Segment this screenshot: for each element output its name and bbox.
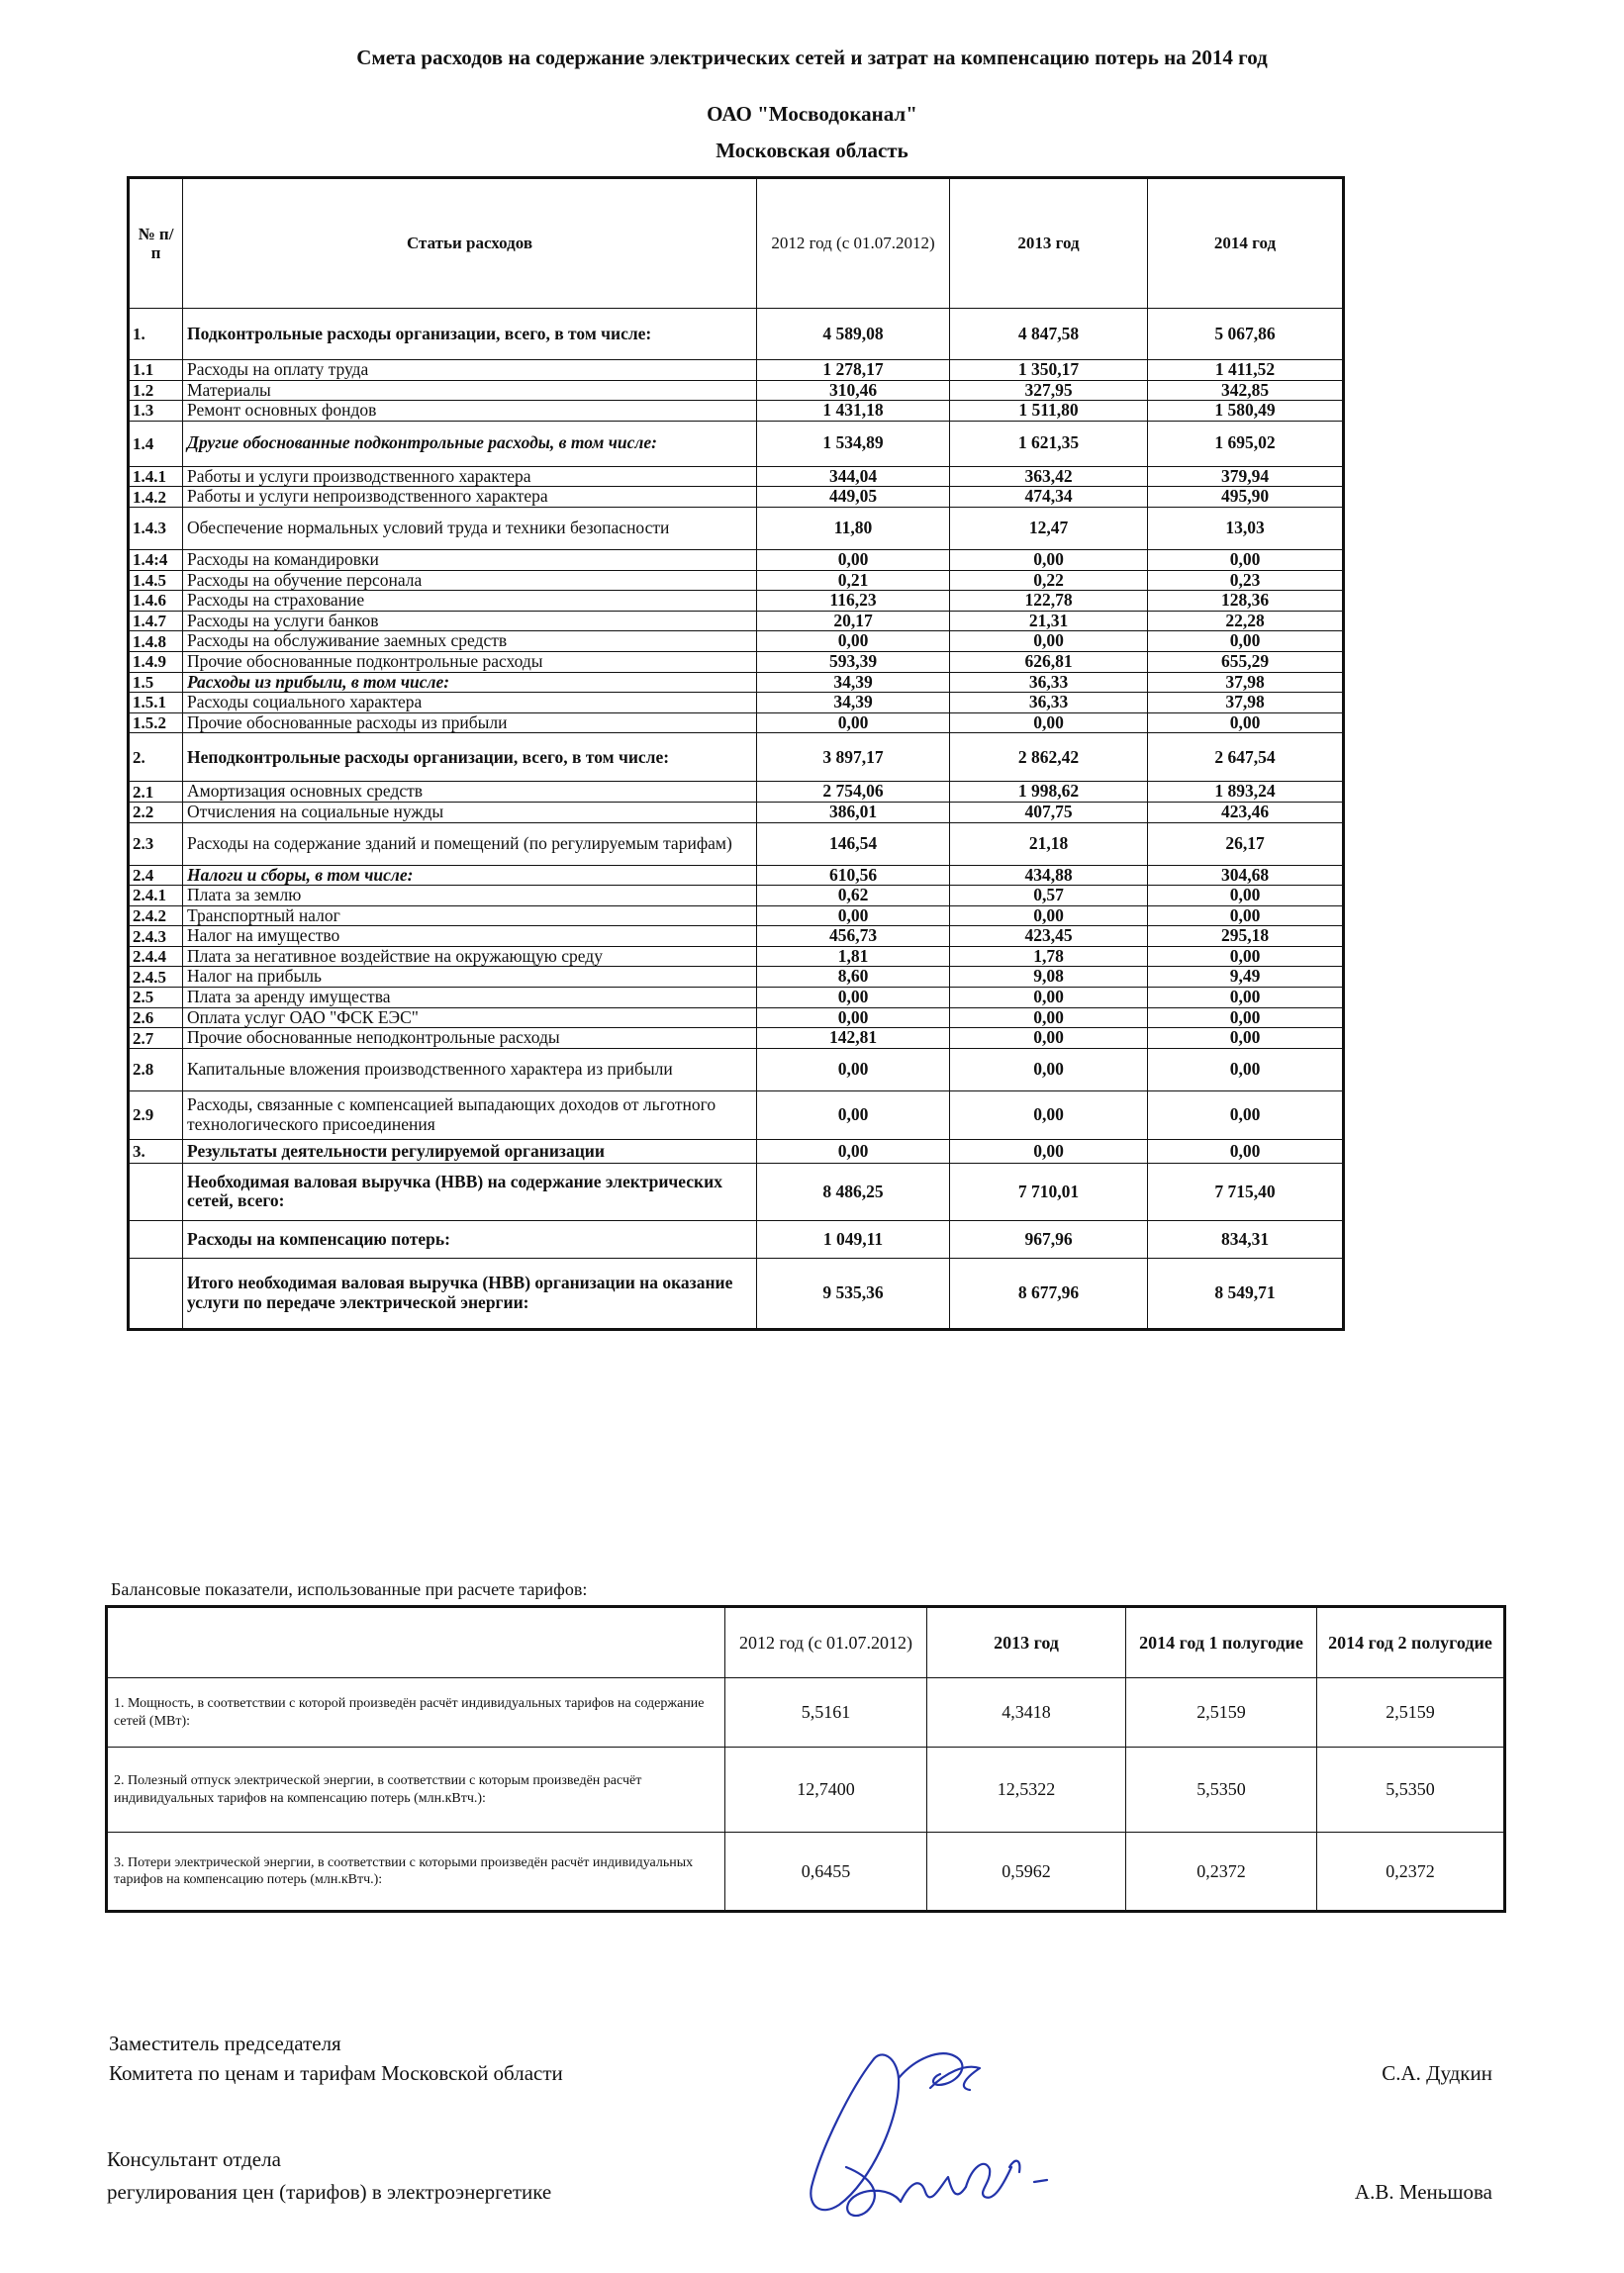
row-index: 1.5.2 xyxy=(129,712,183,733)
table-row xyxy=(129,733,1344,782)
row-value-2014: 495,90 xyxy=(1148,487,1344,508)
row-name: Прочие обоснованные подконтрольные расходы xyxy=(183,651,757,672)
row-value-2012: 0,00 xyxy=(757,549,950,570)
row-value-2012: 34,39 xyxy=(757,693,950,713)
row-value-2013: 36,33 xyxy=(950,672,1148,693)
row-value-2012: 34,39 xyxy=(757,672,950,693)
row-value-2012: 1 049,11 xyxy=(757,1220,950,1258)
row-index: 3. xyxy=(129,1139,183,1163)
row-value-2013: 967,96 xyxy=(950,1220,1148,1258)
balance-row-name: 3. Потери электрической энергии, в соответствии с которыми произведён расчёт индивидуальных тарифов на компенсацию потерь (млн.кВтч.): xyxy=(107,1833,725,1912)
row-value-2013: 327,95 xyxy=(950,380,1148,401)
table-row xyxy=(129,1220,1344,1258)
balance-header-2014-h1: 2014 год 1 полугодие xyxy=(1126,1607,1317,1678)
row-name: Расходы социального характера xyxy=(183,693,757,713)
row-index: 2.7 xyxy=(129,1028,183,1049)
row-value-2012: 0,00 xyxy=(757,631,950,652)
row-value-2013: 0,00 xyxy=(950,988,1148,1008)
row-value-2013: 1 998,62 xyxy=(950,782,1148,803)
balance-value-2014-h2: 0,2372 xyxy=(1317,1833,1505,1912)
table-row xyxy=(129,1048,1344,1090)
row-value-2012: 116,23 xyxy=(757,591,950,612)
row-value-2012: 1,81 xyxy=(757,946,950,967)
row-value-2014: 0,00 xyxy=(1148,988,1344,1008)
row-value-2014: 1 580,49 xyxy=(1148,401,1344,422)
row-value-2013: 1 511,80 xyxy=(950,401,1148,422)
row-value-2012: 593,39 xyxy=(757,651,950,672)
balance-row xyxy=(107,1833,1505,1912)
row-index: 1.2 xyxy=(129,380,183,401)
row-index: 2.2 xyxy=(129,802,183,822)
row-index: 2.1 xyxy=(129,782,183,803)
table-row xyxy=(129,611,1344,631)
row-name: Неподконтрольные расходы организации, всего, в том числе: xyxy=(183,733,757,782)
row-value-2014: 655,29 xyxy=(1148,651,1344,672)
row-name: Подконтрольные расходы организации, всего, в том числе: xyxy=(183,309,757,360)
table-row xyxy=(129,401,1344,422)
row-value-2013: 7 710,01 xyxy=(950,1163,1148,1220)
row-value-2013: 434,88 xyxy=(950,865,1148,886)
row-value-2013: 21,31 xyxy=(950,611,1148,631)
row-value-2013: 0,00 xyxy=(950,1048,1148,1090)
column-header-index: № п/п xyxy=(129,178,183,309)
row-value-2012: 610,56 xyxy=(757,865,950,886)
row-value-2013: 9,08 xyxy=(950,967,1148,988)
table-row xyxy=(129,672,1344,693)
table-row xyxy=(129,1163,1344,1220)
row-name: Плата за негативное воздействие на окружающую среду xyxy=(183,946,757,967)
row-value-2012: 11,80 xyxy=(757,507,950,549)
balance-caption: Балансовые показатели, использованные при расчете тарифов: xyxy=(111,1579,588,1599)
row-index: 1.4.7 xyxy=(129,611,183,631)
row-value-2013: 474,34 xyxy=(950,487,1148,508)
row-value-2014: 0,00 xyxy=(1148,631,1344,652)
row-index: 1.5 xyxy=(129,672,183,693)
row-value-2013: 0,00 xyxy=(950,1007,1148,1028)
balance-value-2014-h2: 5,5350 xyxy=(1317,1748,1505,1833)
row-value-2013: 0,00 xyxy=(950,1139,1148,1163)
row-index: 1.1 xyxy=(129,360,183,381)
row-value-2012: 0,00 xyxy=(757,1048,950,1090)
row-index: 2.4.5 xyxy=(129,967,183,988)
row-value-2013: 36,33 xyxy=(950,693,1148,713)
row-index: 1.4.9 xyxy=(129,651,183,672)
balance-value-2013: 12,5322 xyxy=(927,1748,1126,1833)
document-title: Смета расходов на содержание электрических сетей и затрат на компенсацию потерь на 2014 год xyxy=(356,46,1268,69)
table-row xyxy=(129,549,1344,570)
row-index: 2.9 xyxy=(129,1090,183,1139)
row-value-2013: 423,45 xyxy=(950,926,1148,947)
row-value-2012: 0,00 xyxy=(757,1007,950,1028)
row-index: 1.5.1 xyxy=(129,693,183,713)
row-value-2013: 21,18 xyxy=(950,822,1148,865)
row-value-2014: 37,98 xyxy=(1148,672,1344,693)
table-row xyxy=(129,421,1344,466)
row-value-2014: 22,28 xyxy=(1148,611,1344,631)
row-value-2014: 342,85 xyxy=(1148,380,1344,401)
table-row xyxy=(129,712,1344,733)
row-value-2012: 146,54 xyxy=(757,822,950,865)
balance-header-blank xyxy=(107,1607,725,1678)
row-value-2013: 0,57 xyxy=(950,886,1148,906)
row-value-2012: 9 535,36 xyxy=(757,1258,950,1329)
row-name: Расходы на оплату труда xyxy=(183,360,757,381)
row-value-2014: 5 067,86 xyxy=(1148,309,1344,360)
handwritten-signature-icon xyxy=(782,2019,1108,2236)
row-index: 2.4 xyxy=(129,865,183,886)
row-value-2012: 0,21 xyxy=(757,570,950,591)
row-name: Ремонт основных фондов xyxy=(183,401,757,422)
table-row xyxy=(129,507,1344,549)
row-value-2014: 0,00 xyxy=(1148,905,1344,926)
row-value-2014: 2 647,54 xyxy=(1148,733,1344,782)
row-value-2012: 8 486,25 xyxy=(757,1163,950,1220)
row-value-2012: 142,81 xyxy=(757,1028,950,1049)
row-index: 1.4 xyxy=(129,421,183,466)
balance-header-2014-h2: 2014 год 2 полугодие xyxy=(1317,1607,1505,1678)
row-name: Оплата услуг ОАО "ФСК ЕЭС" xyxy=(183,1007,757,1028)
row-value-2014: 1 411,52 xyxy=(1148,360,1344,381)
row-index: 2.3 xyxy=(129,822,183,865)
row-name: Материалы xyxy=(183,380,757,401)
row-value-2013: 0,00 xyxy=(950,631,1148,652)
row-value-2013: 0,00 xyxy=(950,905,1148,926)
column-header-2012: 2012 год (с 01.07.2012) xyxy=(757,178,950,309)
row-value-2014: 0,00 xyxy=(1148,946,1344,967)
row-index xyxy=(129,1220,183,1258)
signer1-name: С.А. Дудкин xyxy=(1382,2061,1492,2085)
table-row xyxy=(129,802,1344,822)
table-row xyxy=(129,1028,1344,1049)
row-value-2014: 0,00 xyxy=(1148,1007,1344,1028)
row-name: Плата за аренду имущества xyxy=(183,988,757,1008)
balance-row xyxy=(107,1748,1505,1833)
row-value-2012: 3 897,17 xyxy=(757,733,950,782)
column-header-2014: 2014 год xyxy=(1148,178,1344,309)
row-value-2014: 0,00 xyxy=(1148,712,1344,733)
row-value-2012: 1 278,17 xyxy=(757,360,950,381)
row-value-2012: 0,62 xyxy=(757,886,950,906)
row-name: Прочие обоснованные расходы из прибыли xyxy=(183,712,757,733)
row-value-2014: 1 695,02 xyxy=(1148,421,1344,466)
row-name: Плата за землю xyxy=(183,886,757,906)
table-row xyxy=(129,782,1344,803)
table-row xyxy=(129,570,1344,591)
row-index: 1. xyxy=(129,309,183,360)
signer1-role-line2: Комитета по ценам и тарифам Московской области xyxy=(109,2061,563,2085)
row-value-2012: 8,60 xyxy=(757,967,950,988)
table-row xyxy=(129,822,1344,865)
table-row xyxy=(129,693,1344,713)
row-index: 1.4.6 xyxy=(129,591,183,612)
row-value-2013: 1 350,17 xyxy=(950,360,1148,381)
row-index: 2.4.4 xyxy=(129,946,183,967)
row-name: Налог на имущество xyxy=(183,926,757,947)
table-row xyxy=(129,926,1344,947)
signer2-name: А.В. Меньшова xyxy=(1354,2180,1492,2204)
row-value-2012: 0,00 xyxy=(757,988,950,1008)
row-index: 1.4.2 xyxy=(129,487,183,508)
row-value-2013: 1,78 xyxy=(950,946,1148,967)
table-row xyxy=(129,1139,1344,1163)
table-row xyxy=(129,1090,1344,1139)
signer2-role-line1: Консультант отдела xyxy=(107,2147,281,2171)
balance-header-2013: 2013 год xyxy=(927,1607,1126,1678)
balance-row xyxy=(107,1678,1505,1748)
row-value-2014: 26,17 xyxy=(1148,822,1344,865)
row-index: 2.6 xyxy=(129,1007,183,1028)
table-row xyxy=(129,591,1344,612)
signer1-role-line1: Заместитель председателя xyxy=(109,2032,341,2055)
table-row xyxy=(129,865,1344,886)
row-index xyxy=(129,1258,183,1329)
region-name: Московская область xyxy=(716,139,908,162)
row-value-2013: 2 862,42 xyxy=(950,733,1148,782)
row-name: Необходимая валовая выручка (НВВ) на содержание электрических сетей, всего: xyxy=(183,1163,757,1220)
expense-table-header xyxy=(129,178,1344,309)
row-value-2012: 0,00 xyxy=(757,1090,950,1139)
signer2-role-line2: регулирования цен (тарифов) в электроэнергетике xyxy=(107,2180,552,2204)
row-value-2014: 295,18 xyxy=(1148,926,1344,947)
row-value-2012: 344,04 xyxy=(757,466,950,487)
row-value-2013: 0,00 xyxy=(950,1028,1148,1049)
row-index: 1.4.8 xyxy=(129,631,183,652)
row-value-2013: 0,22 xyxy=(950,570,1148,591)
row-value-2013: 363,42 xyxy=(950,466,1148,487)
table-row xyxy=(129,487,1344,508)
row-index: 2.8 xyxy=(129,1048,183,1090)
row-name: Обеспечение нормальных условий труда и техники безопасности xyxy=(183,507,757,549)
row-name: Отчисления на социальные нужды xyxy=(183,802,757,822)
table-row xyxy=(129,905,1344,926)
row-name: Итого необходимая валовая выручка (НВВ) организации на оказание услуги по передаче электрической энергии: xyxy=(183,1258,757,1329)
row-value-2013: 0,00 xyxy=(950,712,1148,733)
table-row xyxy=(129,360,1344,381)
table-row xyxy=(129,309,1344,360)
balance-table-header xyxy=(107,1607,1505,1678)
row-value-2012: 1 534,89 xyxy=(757,421,950,466)
row-index: 2.4.3 xyxy=(129,926,183,947)
balance-value-2012: 12,7400 xyxy=(725,1748,927,1833)
row-index: 2.4.1 xyxy=(129,886,183,906)
table-row xyxy=(129,1258,1344,1329)
balance-value-2012: 5,5161 xyxy=(725,1678,927,1748)
row-value-2012: 449,05 xyxy=(757,487,950,508)
table-row xyxy=(129,651,1344,672)
row-value-2013: 122,78 xyxy=(950,591,1148,612)
row-value-2014: 37,98 xyxy=(1148,693,1344,713)
row-index xyxy=(129,1163,183,1220)
row-value-2014: 0,00 xyxy=(1148,1028,1344,1049)
balance-value-2014-h1: 2,5159 xyxy=(1126,1678,1317,1748)
row-name: Налоги и сборы, в том числе: xyxy=(183,865,757,886)
row-name: Расходы на компенсацию потерь: xyxy=(183,1220,757,1258)
row-value-2012: 310,46 xyxy=(757,380,950,401)
row-value-2012: 0,00 xyxy=(757,1139,950,1163)
organization-name: ОАО "Мосводоканал" xyxy=(707,102,917,126)
balance-value-2013: 0,5962 xyxy=(927,1833,1126,1912)
table-row xyxy=(129,967,1344,988)
row-value-2012: 4 589,08 xyxy=(757,309,950,360)
table-row xyxy=(129,631,1344,652)
row-index: 1.4.1 xyxy=(129,466,183,487)
row-value-2013: 626,81 xyxy=(950,651,1148,672)
row-value-2013: 0,00 xyxy=(950,549,1148,570)
row-value-2012: 2 754,06 xyxy=(757,782,950,803)
row-value-2014: 9,49 xyxy=(1148,967,1344,988)
row-value-2012: 0,00 xyxy=(757,712,950,733)
row-name: Налог на прибыль xyxy=(183,967,757,988)
row-value-2012: 386,01 xyxy=(757,802,950,822)
column-header-2013: 2013 год xyxy=(950,178,1148,309)
row-name: Расходы из прибыли, в том числе: xyxy=(183,672,757,693)
row-name: Расходы на страхование xyxy=(183,591,757,612)
row-name: Амортизация основных средств xyxy=(183,782,757,803)
balance-value-2014-h1: 5,5350 xyxy=(1126,1748,1317,1833)
balance-value-2013: 4,3418 xyxy=(927,1678,1126,1748)
row-name: Расходы на командировки xyxy=(183,549,757,570)
row-name: Расходы на обслуживание заемных средств xyxy=(183,631,757,652)
row-value-2014: 1 893,24 xyxy=(1148,782,1344,803)
row-value-2014: 834,31 xyxy=(1148,1220,1344,1258)
row-name: Транспортный налог xyxy=(183,905,757,926)
row-name: Расходы на содержание зданий и помещений (по регулируемым тарифам) xyxy=(183,822,757,865)
row-name: Расходы на услуги банков xyxy=(183,611,757,631)
row-value-2012: 20,17 xyxy=(757,611,950,631)
table-row xyxy=(129,946,1344,967)
row-name: Другие обоснованные подконтрольные расходы, в том числе: xyxy=(183,421,757,466)
row-name: Расходы, связанные с компенсацией выпадающих доходов от льготного технологического присоединения xyxy=(183,1090,757,1139)
row-value-2013: 407,75 xyxy=(950,802,1148,822)
row-value-2013: 1 621,35 xyxy=(950,421,1148,466)
row-index: 1.4.3 xyxy=(129,507,183,549)
row-value-2012: 0,00 xyxy=(757,905,950,926)
balance-row-name: 2. Полезный отпуск электрической энергии, в соответствии с которым произведён расчёт индивидуальных тарифов на компенсацию потерь (млн.кВтч.): xyxy=(107,1748,725,1833)
table-row xyxy=(129,886,1344,906)
row-value-2014: 0,00 xyxy=(1148,1090,1344,1139)
row-value-2014: 8 549,71 xyxy=(1148,1258,1344,1329)
row-value-2014: 0,00 xyxy=(1148,549,1344,570)
row-name: Работы и услуги производственного характера xyxy=(183,466,757,487)
row-name: Капитальные вложения производственного характера из прибыли xyxy=(183,1048,757,1090)
row-value-2014: 423,46 xyxy=(1148,802,1344,822)
row-name: Результаты деятельности регулируемой организации xyxy=(183,1139,757,1163)
row-name: Расходы на обучение персонала xyxy=(183,570,757,591)
row-index: 2.4.2 xyxy=(129,905,183,926)
row-index: 1.3 xyxy=(129,401,183,422)
balance-table xyxy=(105,1605,1506,1913)
row-value-2013: 0,00 xyxy=(950,1090,1148,1139)
row-value-2014: 0,00 xyxy=(1148,1048,1344,1090)
table-row xyxy=(129,466,1344,487)
row-value-2013: 12,47 xyxy=(950,507,1148,549)
row-value-2014: 0,00 xyxy=(1148,1139,1344,1163)
balance-header-2012: 2012 год (с 01.07.2012) xyxy=(725,1607,927,1678)
balance-value-2014-h2: 2,5159 xyxy=(1317,1678,1505,1748)
row-value-2014: 0,23 xyxy=(1148,570,1344,591)
row-value-2012: 1 431,18 xyxy=(757,401,950,422)
row-value-2014: 0,00 xyxy=(1148,886,1344,906)
balance-row-name: 1. Мощность, в соответствии с которой произведён расчёт индивидуальных тарифов на содержание сетей (МВт): xyxy=(107,1678,725,1748)
table-row xyxy=(129,988,1344,1008)
row-name: Работы и услуги непроизводственного характера xyxy=(183,487,757,508)
expense-table xyxy=(127,176,1345,1331)
row-index: 2. xyxy=(129,733,183,782)
balance-value-2014-h1: 0,2372 xyxy=(1126,1833,1317,1912)
row-value-2014: 13,03 xyxy=(1148,507,1344,549)
column-header-name: Статьи расходов xyxy=(183,178,757,309)
balance-value-2012: 0,6455 xyxy=(725,1833,927,1912)
row-value-2014: 304,68 xyxy=(1148,865,1344,886)
table-row xyxy=(129,380,1344,401)
row-name: Прочие обоснованные неподконтрольные расходы xyxy=(183,1028,757,1049)
row-value-2014: 379,94 xyxy=(1148,466,1344,487)
row-index: 1.4:4 xyxy=(129,549,183,570)
row-value-2012: 456,73 xyxy=(757,926,950,947)
row-value-2013: 8 677,96 xyxy=(950,1258,1148,1329)
row-index: 1.4.5 xyxy=(129,570,183,591)
row-value-2014: 128,36 xyxy=(1148,591,1344,612)
row-value-2014: 7 715,40 xyxy=(1148,1163,1344,1220)
row-value-2013: 4 847,58 xyxy=(950,309,1148,360)
table-row xyxy=(129,1007,1344,1028)
row-index: 2.5 xyxy=(129,988,183,1008)
